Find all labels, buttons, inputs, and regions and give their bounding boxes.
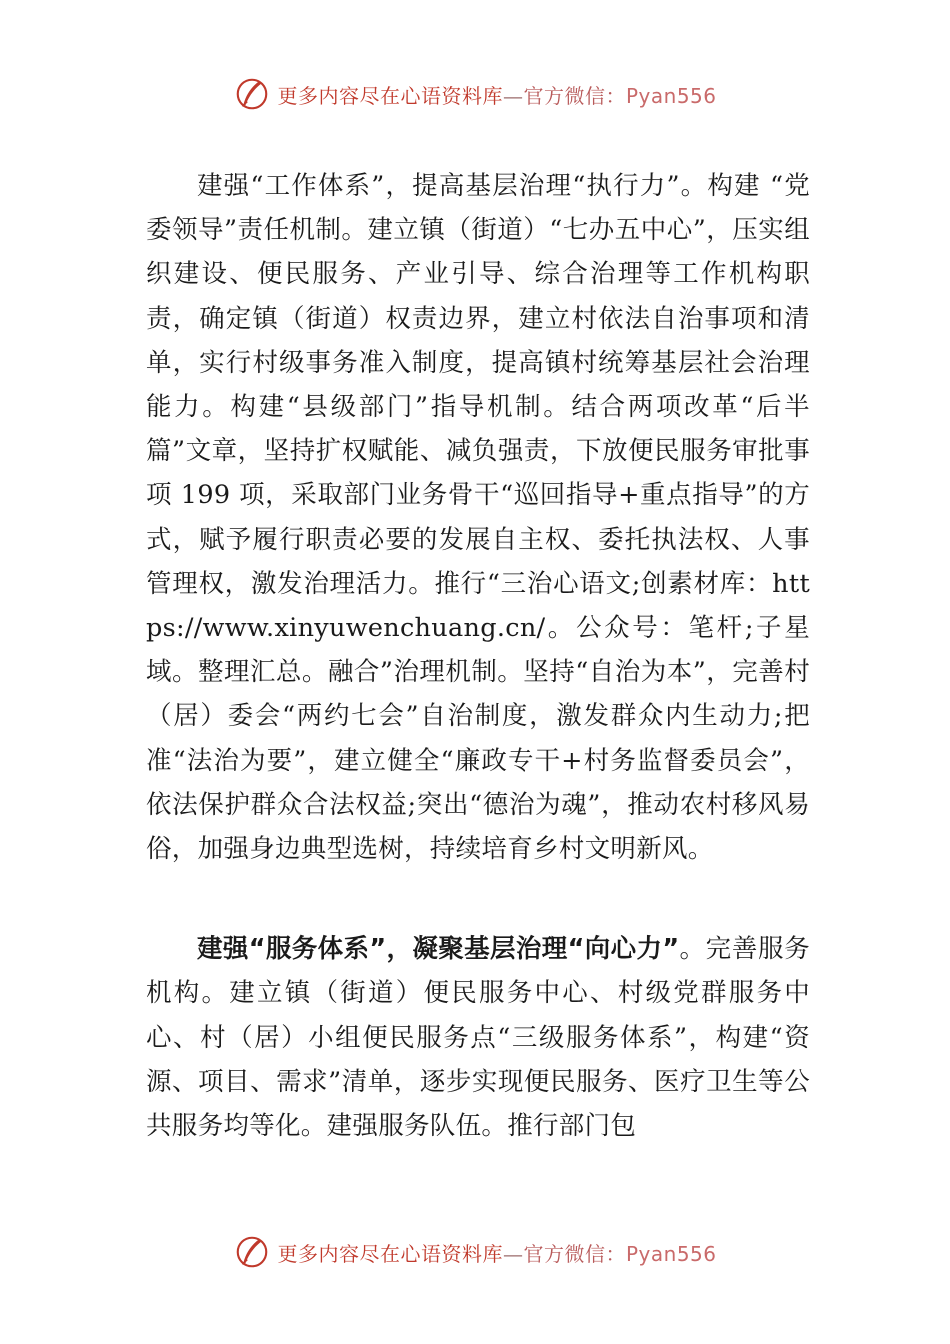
document-body (146, 164, 810, 1148)
paragraph-heading: 建强“服务体系”，凝聚基层治理“向心力” (197, 934, 680, 965)
paragraph: 建强“服务体系”，凝聚基层治理“向心力”。完善服务机构。建立镇（街道）便民服务中心、村级党群服务中心、村（居）小组便民服务点“三级服务体系”，构建“资源、项目、需求”清单，逐步实现便民服务、医疗卫生等公共服务均等化。建强服务队伍。推行部门包 (146, 934, 810, 1142)
watermark-text: 更多内容尽在心语资料库—官方微信：Pyan556 (277, 1241, 717, 1266)
footer-watermark (0, 1232, 950, 1272)
paragraph: 建强“工作体系”，提高基层治理“执行力”。构建 “党委领导”责任机制。建立镇（街道）“七办五中心”，压实组织建设、便民服务、产业引导、综合治理等工作机构职责，确定镇（街道）权责边界，建立村依法自治事项和清单，实行村级事务准入制度，提高镇村统筹基层社会治理能力。构建“县级部门”指导机制。结合两项改革“后半篇”文章，坚持扩权赋能、减负强责，下放便民服务审批事项 199 项，采取部门业务骨干“巡回指导+重点指导”的方式，赋予履行职责必要的发展自主权、委托执法权、人事管理权，激发治理活力。推行“三治心语文;创素材库：https://www.xinyuwenchuang.cn/。公众号：笔杆;子星域。整理汇总。融合”治理机制。坚持“自治为本”，完善村（居）委会“两约七会”自治制度，激发群众内生动力;把准“法治为要”，建立健全“廉政专干+村务监督委员会”，依法保护群众合法权益;突出“德治为魂”，推动农村移风易俗，加强身边典型选树，持续培育乡村文明新风。 (146, 171, 810, 865)
quill-logo-icon (233, 75, 271, 113)
quill-logo-icon (233, 1233, 271, 1271)
watermark-text: 更多内容尽在心语资料库—官方微信：Pyan556 (277, 83, 717, 108)
header-watermark (0, 74, 950, 114)
